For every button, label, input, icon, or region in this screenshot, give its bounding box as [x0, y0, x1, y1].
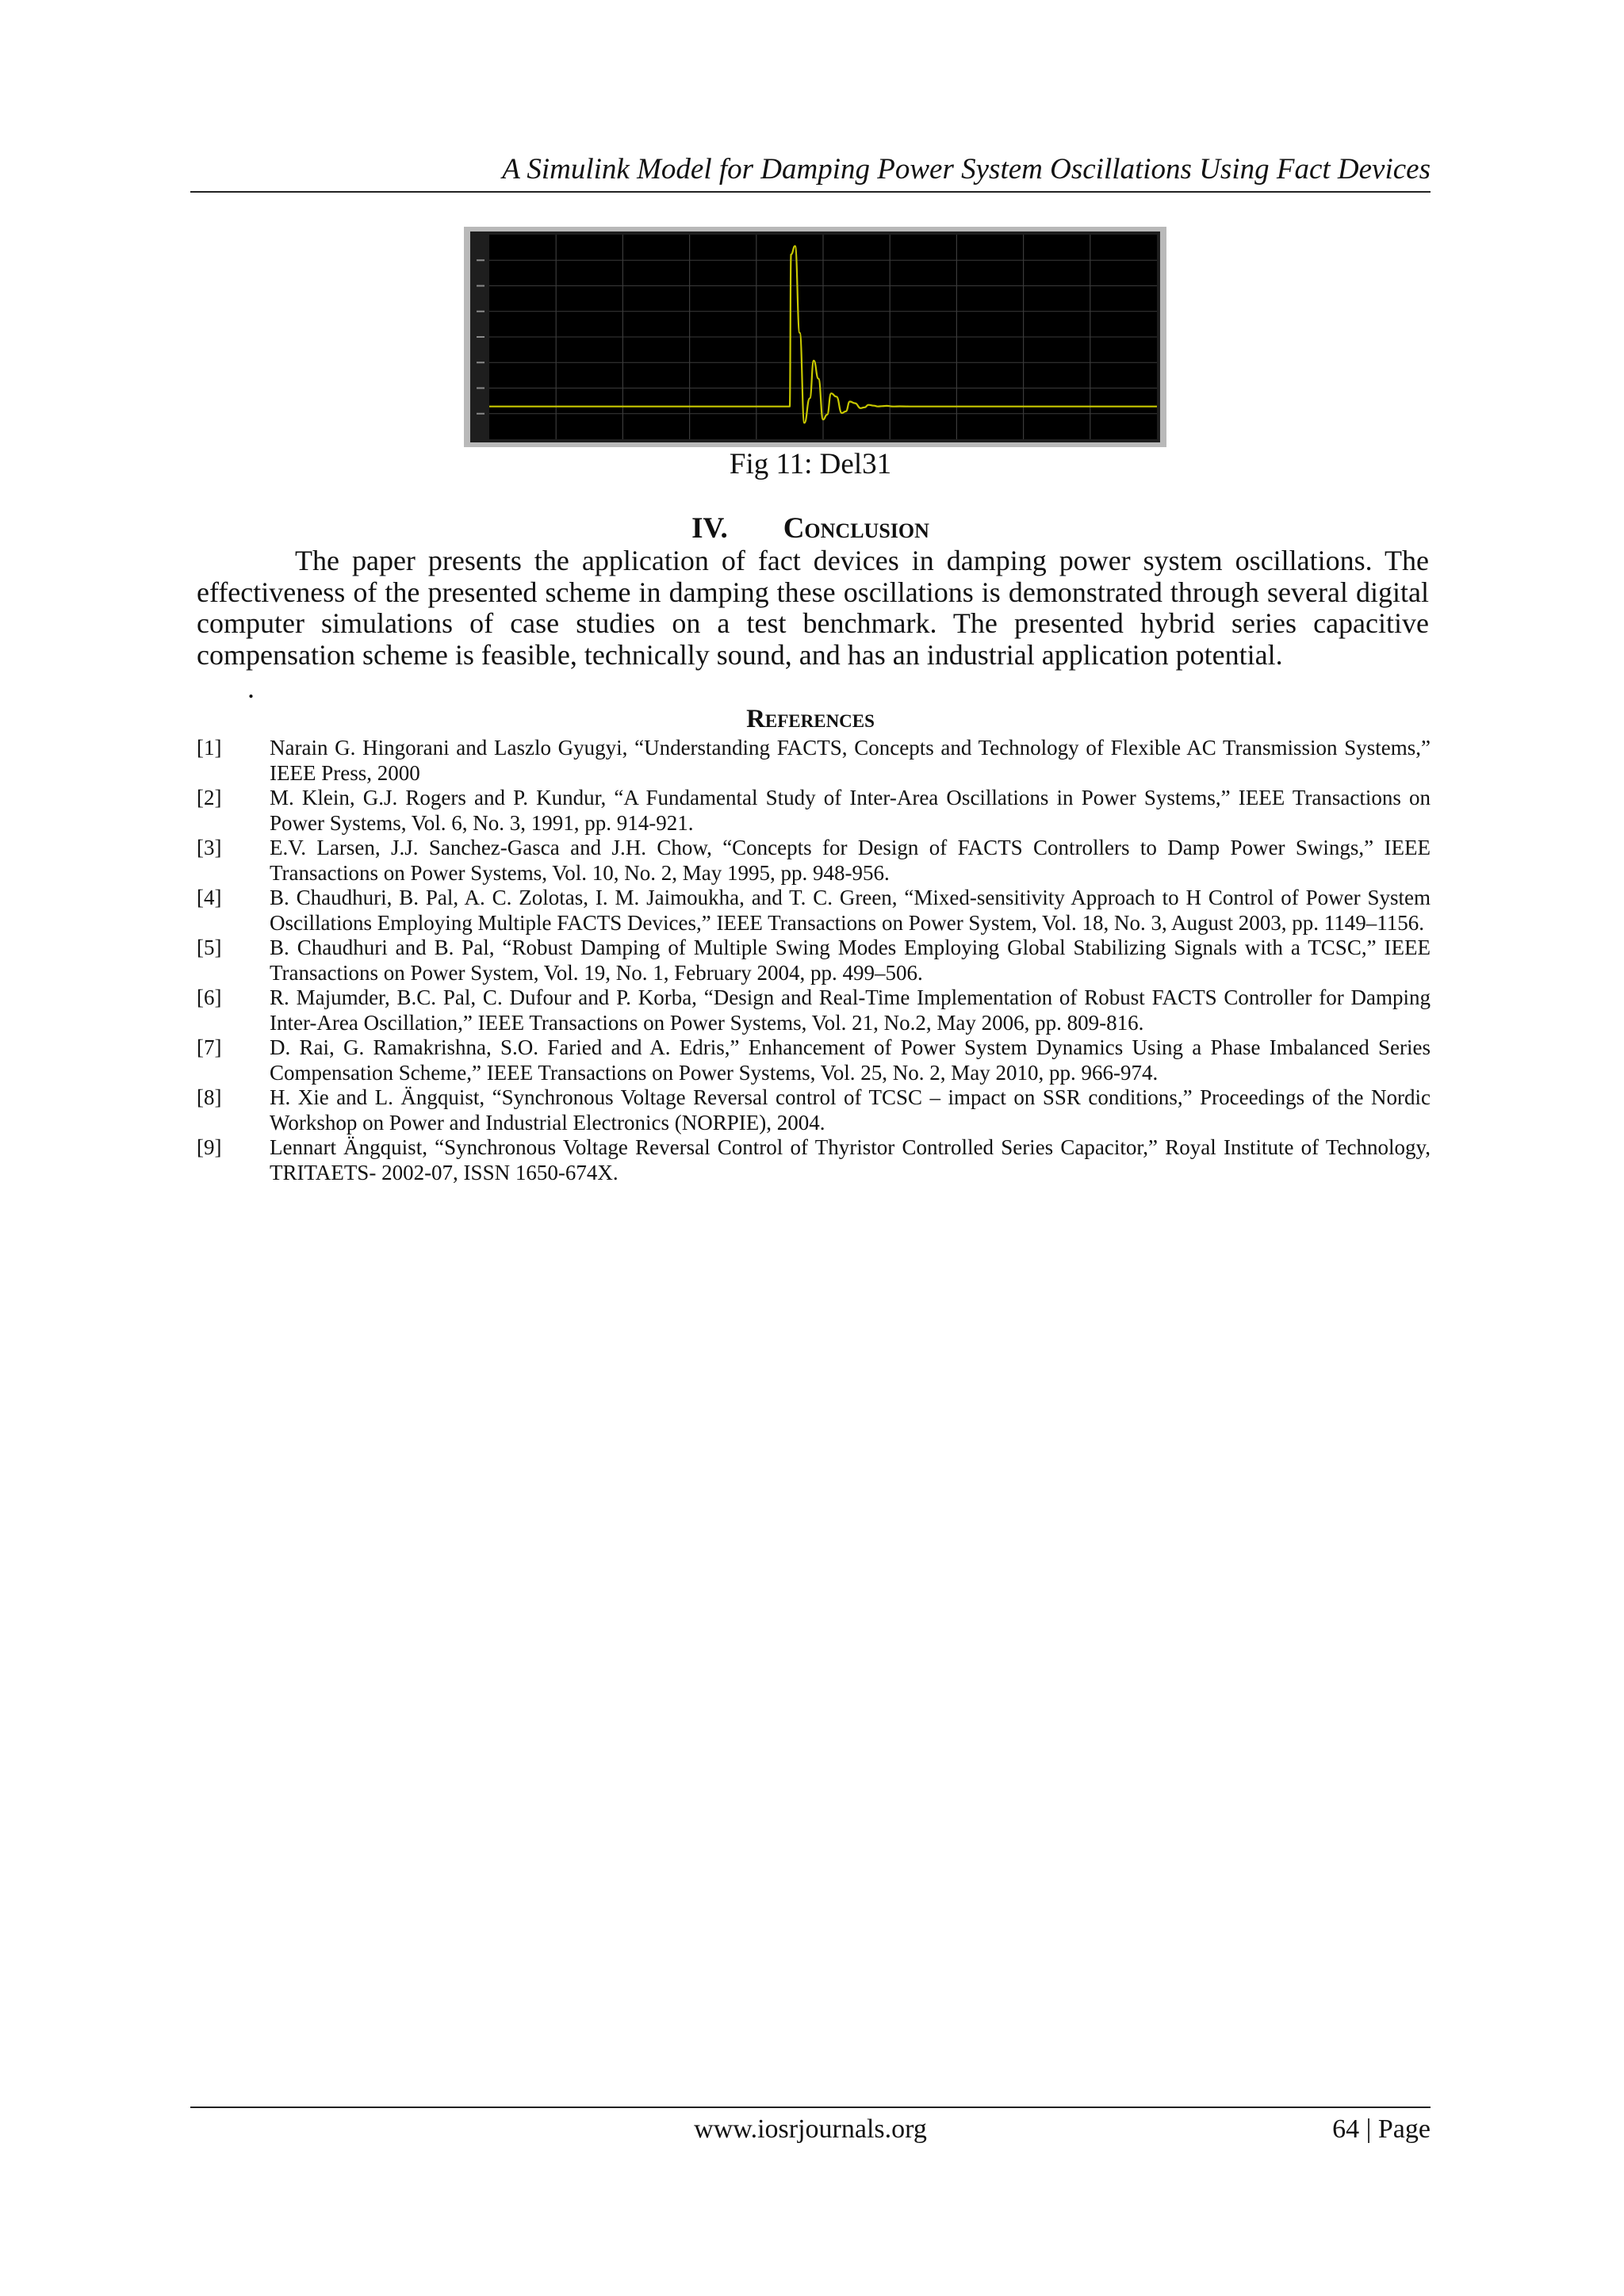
reference-number: [1]: [197, 736, 222, 760]
reference-number: [6]: [197, 985, 222, 1009]
reference-list: [197, 736, 1431, 1185]
reference-number: [5]: [197, 936, 222, 959]
figure-frame: [464, 227, 1166, 447]
section-title: Conclusion: [783, 512, 929, 545]
reference-item: [197, 736, 1431, 786]
section-heading-conclusion: [190, 510, 1431, 548]
reference-text: Narain G. Hingorani and Laszlo Gyugyi, “Understanding FACTS, Concepts and Technology of Flexible AC Transmission Systems,” IEEE Press, 2000: [270, 736, 1431, 785]
running-header: A Simulink Model for Damping Power System Oscillations Using Fact Devices: [502, 153, 1431, 186]
reference-item: [197, 1035, 1431, 1085]
reference-item: [197, 886, 1431, 936]
reference-item: [197, 1135, 1431, 1185]
footer-url[interactable]: www.iosrjournals.org: [694, 2114, 927, 2144]
reference-item: [197, 936, 1431, 985]
reference-text: E.V. Larsen, J.J. Sanchez-Gasca and J.H. Chow, “Concepts for Design of FACTS Controllers to Damp Power Swings,” IEEE Transactions on Power Systems, Vol. 10, No. 2, May 1995, pp. 948-956.: [270, 836, 1431, 885]
stray-mark: .: [247, 672, 255, 704]
reference-text: D. Rai, G. Ramakrishna, S.O. Faried and A. Edris,” Enhancement of Power System Dynamics Using a Phase Imbalanced Series Compensation Scheme,” IEEE Transactions on Power Systems, Vol. 25, No. 2, May 2010, pp. 966-974.: [270, 1035, 1431, 1085]
reference-number: [3]: [197, 836, 222, 859]
references-heading: References: [746, 705, 875, 733]
header-rule: [190, 191, 1431, 193]
reference-text: Lennart Ängquist, “Synchronous Voltage Reversal Control of Thyristor Controlled Series Capacitor,” Royal Institute of Technology, TRITAETS- 2002-07, ISSN 1650-674X.: [270, 1135, 1431, 1184]
figure-caption: Fig 11: Del31: [729, 448, 892, 480]
section-number: IV.: [691, 512, 728, 545]
reference-item: [197, 836, 1431, 886]
reference-number: [9]: [197, 1135, 222, 1159]
conclusion-paragraph: [197, 545, 1429, 671]
reference-text: M. Klein, G.J. Rogers and P. Kundur, “A Fundamental Study of Inter-Area Oscillations in Power Systems,” IEEE Transactions on Power Systems, Vol. 6, No. 3, 1991, pp. 914-921.: [270, 786, 1431, 835]
reference-number: [8]: [197, 1085, 222, 1109]
reference-number: [2]: [197, 786, 222, 809]
reference-text: B. Chaudhuri, B. Pal, A. C. Zolotas, I. M. Jaimoukha, and T. C. Green, “Mixed-sensitivity Approach to H Control of Power System Oscillations Employing Multiple FACTS Devices,” IEEE Transactions on Power System, Vol. 18, No. 3, August 2003, pp. 1149–1156.: [270, 886, 1431, 935]
reference-item: [197, 985, 1431, 1035]
reference-text: R. Majumder, B.C. Pal, C. Dufour and P. Korba, “Design and Real-Time Implementation of Robust FACTS Controller for Damping Inter-Area Oscillation,” IEEE Transactions on Power Systems, Vol. 21, No.2, May 2006, pp. 809-816.: [270, 985, 1431, 1035]
del31-plot: [470, 232, 1160, 442]
footer-rule: [190, 2107, 1431, 2108]
conclusion-text: The paper presents the application of fact devices in damping power system oscillations. The effectiveness of the presented scheme in damping these oscillations is demonstrated through several digital computer simulations of case studies on a test benchmark. The presented hybrid series capacitive compensation scheme is feasible, technically sound, and has an industrial application potential.: [197, 545, 1429, 671]
reference-item: [197, 1085, 1431, 1135]
reference-number: [7]: [197, 1035, 222, 1059]
reference-number: [4]: [197, 886, 222, 909]
reference-text: B. Chaudhuri and B. Pal, “Robust Damping of Multiple Swing Modes Employing Global Stabilizing Signals with a TCSC,” IEEE Transactions on Power System, Vol. 19, No. 1, February 2004, pp. 499–506.: [270, 936, 1431, 985]
reference-text: H. Xie and L. Ängquist, “Synchronous Voltage Reversal control of TCSC – impact on SSR conditions,” Proceedings of the Nordic Workshop on Power and Industrial Electronics (NORPIE), 2004.: [270, 1085, 1431, 1135]
page-number: 64 | Page: [1332, 2114, 1431, 2144]
reference-item: [197, 786, 1431, 836]
